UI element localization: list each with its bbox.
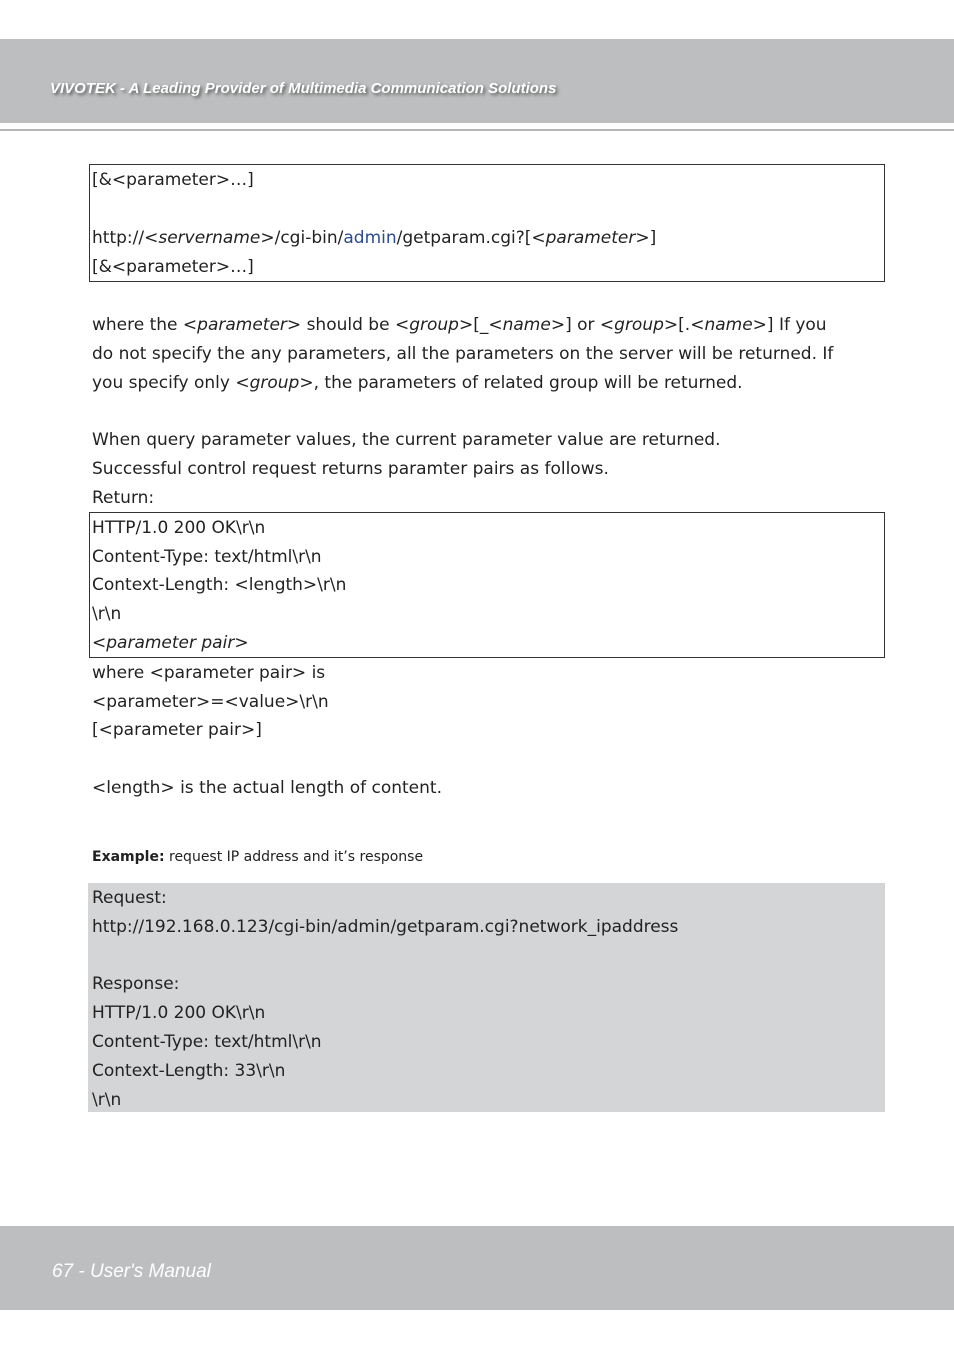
text: <group> <box>235 373 314 393</box>
url-admin: admin <box>343 228 397 248</box>
text: you specify only <box>92 373 236 393</box>
text: ] If you <box>766 315 827 335</box>
url-getparam: /getparam.cgi?[ <box>396 228 532 248</box>
example-caption <box>92 847 423 867</box>
header-title: VIVOTEK - A Leading Provider of Multimedia Communication Solutions <box>50 80 557 97</box>
text: where the <box>92 315 183 335</box>
text: , the parameters of related group will be returned. <box>313 373 743 393</box>
text: <name> <box>488 315 566 335</box>
syntax-url-line <box>92 224 656 253</box>
example-line-1: Request: <box>92 888 167 908</box>
page-number: 67 - User's Manual <box>52 1261 211 1282</box>
para2-line-3: Return: <box>92 488 155 508</box>
url-servername: <servername> <box>144 228 275 248</box>
example-line-7: \r\n <box>92 1090 122 1110</box>
url-close: ] <box>649 228 657 248</box>
example-line-3: Response: <box>92 974 180 994</box>
example-text: request IP address and it’s response <box>164 849 424 865</box>
header-divider <box>0 129 954 131</box>
para1-line-2: do not specify the any parameters, all the parameters on the server will be returned. If <box>92 344 834 364</box>
return-line-4: \r\n <box>92 604 122 624</box>
para1-line-3 <box>92 369 743 398</box>
para2-line-2: Successful control request returns paramter pairs as follows. <box>92 459 609 479</box>
text: <parameter pair> <box>92 633 249 653</box>
text: ] or <box>565 315 600 335</box>
url-prefix: http:// <box>92 228 145 248</box>
para3-line-1: where <parameter pair> is <box>92 663 326 683</box>
example-line-4: HTTP/1.0 200 OK\r\n <box>92 1003 266 1023</box>
return-line-1: HTTP/1.0 200 OK\r\n <box>92 518 266 538</box>
return-line-2: Content-Type: text/html\r\n <box>92 547 322 567</box>
return-line-5 <box>92 629 249 658</box>
example-line-2: http://192.168.0.123/cgi-bin/admin/getparam.cgi?network_ipaddress <box>92 917 679 937</box>
para2-line-1: When query parameter values, the current parameter value are returned. <box>92 430 721 450</box>
text: <parameter> <box>182 315 302 335</box>
para3-line-4: <length> is the actual length of content. <box>92 778 442 798</box>
example-line-6: Context-Length: 33\r\n <box>92 1061 286 1081</box>
text: [_ <box>473 315 489 335</box>
text: <group> <box>394 315 474 335</box>
text: should be <box>301 315 395 335</box>
text: <name> <box>690 315 767 335</box>
url-parameter: <parameter> <box>531 228 650 248</box>
return-line-3: Context-Length: <length>\r\n <box>92 575 347 595</box>
example-label: Example: <box>92 849 165 865</box>
example-line-5: Content-Type: text/html\r\n <box>92 1032 322 1052</box>
text: [. <box>678 315 691 335</box>
para3-line-2: <parameter>=<value>\r\n <box>92 692 329 712</box>
url-cgibin: /cgi-bin/ <box>274 228 344 248</box>
syntax-line-1: [&<parameter>…] <box>92 170 254 190</box>
text: <group> <box>599 315 679 335</box>
syntax-line-3: [&<parameter>…] <box>92 257 254 277</box>
para3-line-3: [<parameter pair>] <box>92 720 262 740</box>
para1-line-1 <box>92 311 827 340</box>
